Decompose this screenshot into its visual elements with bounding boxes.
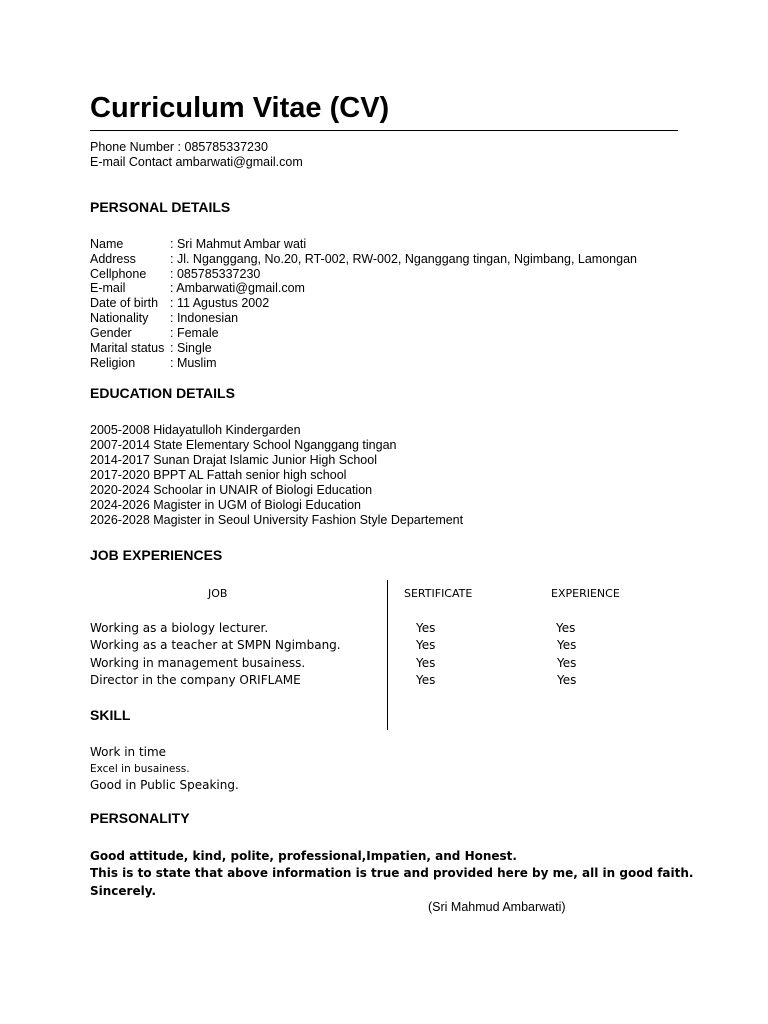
- page-title: Curriculum Vitae (CV): [90, 92, 390, 124]
- detail-value: : Indonesian: [170, 311, 239, 325]
- sincerely-line: Sincerely.: [90, 884, 156, 898]
- detail-label: Address: [90, 252, 136, 266]
- education-item: 2007-2014 State Elementary School Nganggang tingan: [90, 438, 397, 452]
- education-item: 2014-2017 Sunan Drajat Islamic Junior High School: [90, 453, 377, 467]
- job-row-title: Working in management busainess.: [90, 656, 306, 670]
- job-row-experience: Yes: [557, 656, 577, 670]
- personal-details-heading: PERSONAL DETAILS: [90, 199, 231, 215]
- detail-label: E-mail: [90, 281, 126, 295]
- education-item: 2005-2008 Hidayatulloh Kindergarden: [90, 423, 301, 437]
- detail-value: : Ambarwati@gmail.com: [170, 281, 305, 295]
- job-row-title: Working as a biology lecturer.: [90, 621, 269, 635]
- job-row-certificate: Yes: [416, 638, 436, 652]
- detail-value: : Female: [170, 326, 219, 340]
- personality-line: Good attitude, kind, polite, professional,Impatien, and Honest.: [90, 849, 517, 863]
- education-item: 2017-2020 BPPT AL Fattah senior high school: [90, 468, 347, 482]
- detail-value: : Muslim: [170, 356, 217, 370]
- detail-value: : Jl. Nganggang, No.20, RT-002, RW-002, Nganggang tingan, Ngimbang, Lamongan: [170, 252, 637, 266]
- detail-label: Marital status: [90, 341, 165, 355]
- detail-value: : Sri Mahmut Ambar wati: [170, 237, 307, 251]
- job-row-experience: Yes: [557, 673, 577, 687]
- education-item: 2024-2026 Magister in UGM of Biologi Education: [90, 498, 361, 512]
- skill-item: Excel in busainess.: [90, 763, 190, 775]
- education-details-heading: EDUCATION DETAILS: [90, 385, 235, 401]
- skill-heading: SKILL: [90, 707, 131, 723]
- detail-label: Date of birth: [90, 296, 159, 310]
- job-row-certificate: Yes: [416, 673, 436, 687]
- statement-line: This is to state that above information is true and provided here by me, all in good faith.: [90, 866, 694, 880]
- detail-label: Nationality: [90, 311, 149, 325]
- education-item: 2020-2024 Schoolar in UNAIR of Biologi Education: [90, 483, 373, 497]
- job-row-title: Director in the company ORIFLAME: [90, 673, 301, 687]
- detail-label: Gender: [90, 326, 132, 340]
- detail-label: Cellphone: [90, 267, 147, 281]
- detail-value: : 085785337230: [170, 267, 261, 281]
- job-row-certificate: Yes: [416, 656, 436, 670]
- certificate-column-header: SERTIFICATE: [404, 587, 473, 600]
- job-row-certificate: Yes: [416, 621, 436, 635]
- experience-column-header: EXPERIENCE: [551, 587, 620, 600]
- personality-heading: PERSONALITY: [90, 810, 190, 826]
- job-row-title: Working as a teacher at SMPN Ngimbang.: [90, 638, 341, 652]
- detail-value: : 11 Agustus 2002: [170, 296, 270, 310]
- skill-item: Good in Public Speaking.: [90, 778, 239, 792]
- title-underline: [90, 130, 678, 131]
- contact-email: E-mail Contact ambarwati@gmail.com: [90, 155, 303, 169]
- contact-phone: Phone Number : 085785337230: [90, 140, 268, 154]
- detail-label: Name: [90, 237, 124, 251]
- job-column-header: JOB: [208, 587, 228, 600]
- detail-label: Religion: [90, 356, 136, 370]
- job-experiences-heading: JOB EXPERIENCES: [90, 547, 223, 563]
- detail-value: : Single: [170, 341, 212, 355]
- job-row-experience: Yes: [556, 621, 576, 635]
- table-divider-line: [387, 580, 388, 730]
- signature-name: (Sri Mahmud Ambarwati): [428, 900, 566, 914]
- education-item: 2026-2028 Magister in Seoul University Fashion Style Departement: [90, 513, 464, 527]
- job-row-experience: Yes: [557, 638, 577, 652]
- skill-item: Work in time: [90, 745, 167, 759]
